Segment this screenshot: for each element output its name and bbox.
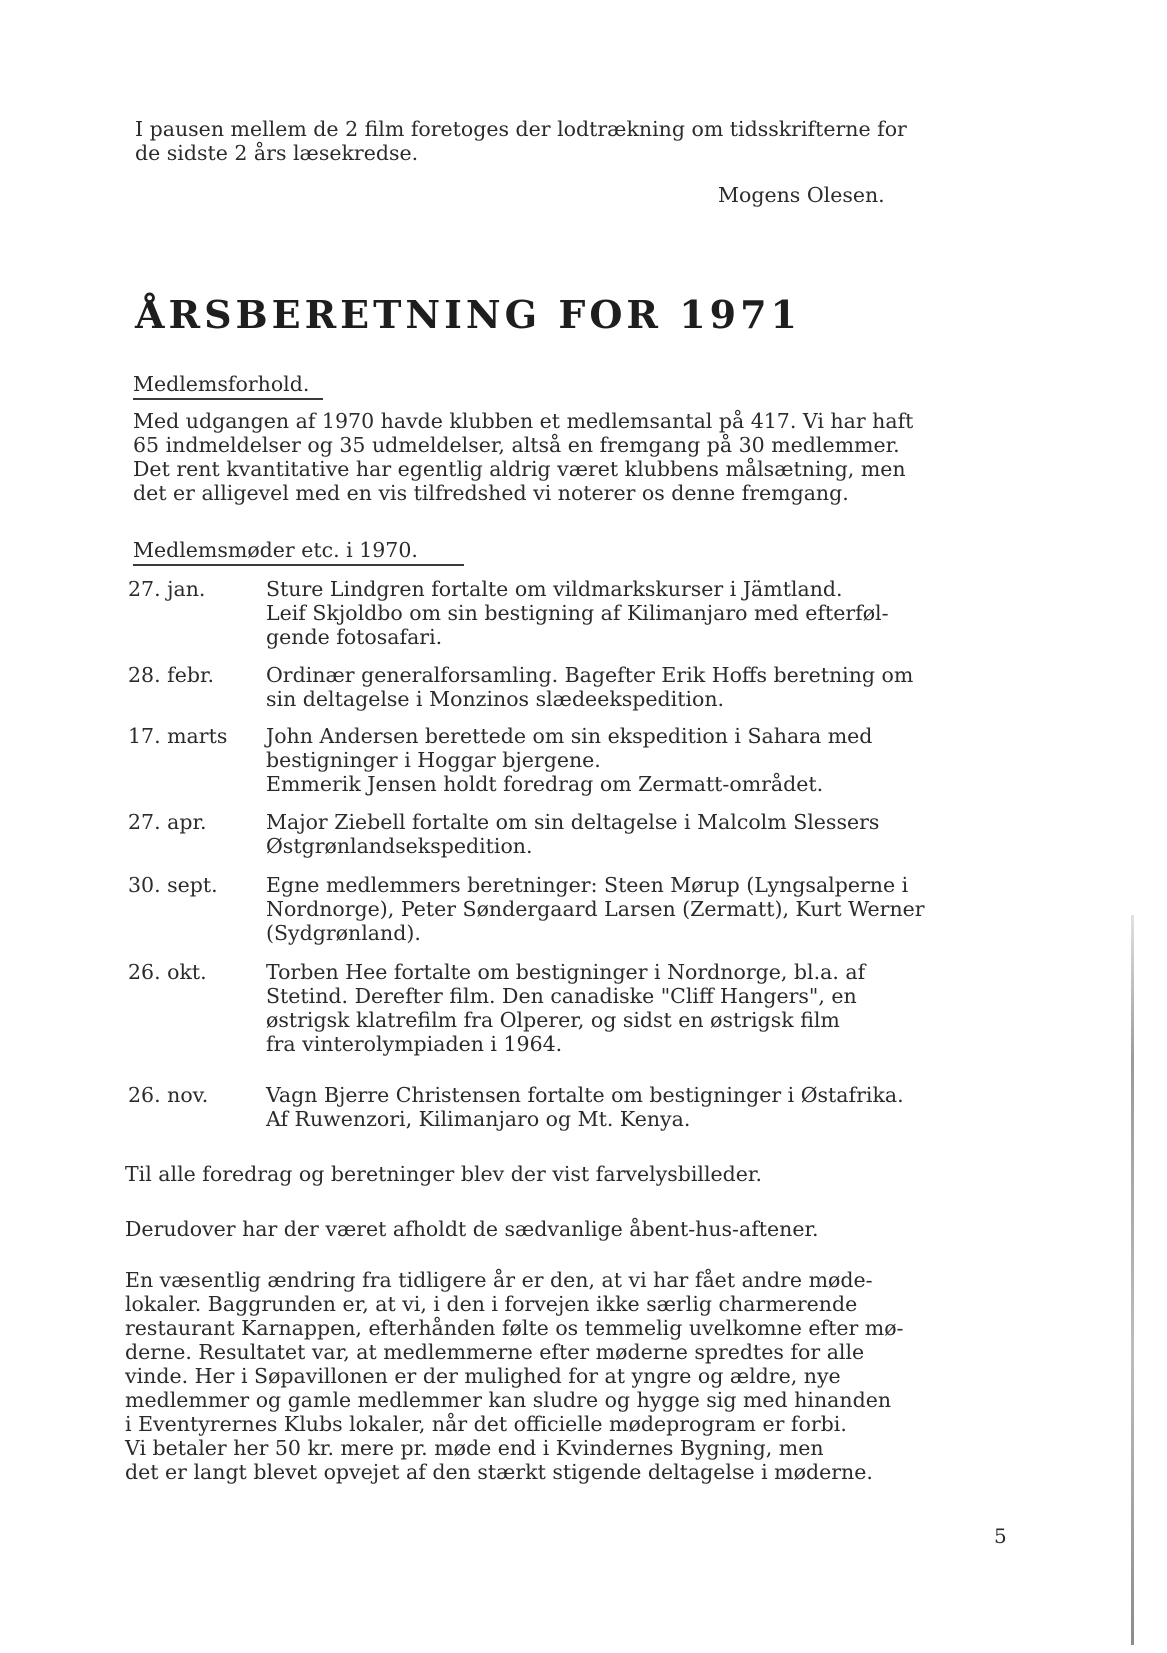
meeting-date: 26. okt. [128,960,207,984]
venue-line: lokaler. Baggrunden er, at vi, i den i forvejen ikke særlig charmerende [125,1292,858,1316]
meeting-date: 28. febr. [128,663,215,687]
membership-line: Det rent kvantitative har egentlig aldrig været klubbens målsætning, men [133,457,906,481]
intro-paragraph [135,117,907,165]
meeting-description [266,577,889,649]
membership-paragraph [133,409,913,505]
meeting-description [266,724,872,796]
meeting-line: Emmerik Jensen holdt foredrag om Zermatt-området. [266,772,824,796]
meeting-line: Egne medlemmers beretninger: Steen Mørup (Lyngsalperne i [266,873,909,897]
membership-line: det er alligevel med en vis tilfredshed vi noterer os denne fremgang. [133,481,849,505]
meeting-description [266,1083,904,1131]
meeting-description [266,663,913,711]
venue-paragraph [125,1268,903,1484]
signature: Mogens Olesen. [718,183,885,207]
meetings-heading: Medlemsmøder etc. i 1970. [133,538,464,566]
scan-edge-line [1131,915,1134,1645]
membership-line: Med udgangen af 1970 havde klubben et medlemsantal på 417. Vi har haft [133,409,914,433]
meeting-line: Østgrønlandsekspedition. [266,834,533,858]
openhouse-paragraph: Derudover har der været afholdt de sædvanlige åbent-hus-aftener. [125,1217,819,1241]
meeting-line: bestigninger i Hoggar bjergene. [266,748,601,772]
venue-line: vinde. Her i Søpavillonen er der mulighed for at yngre og ældre, nye [125,1364,841,1388]
meeting-description [266,960,865,1056]
venue-line: i Eventyrernes Klubs lokaler, når det officielle mødeprogram er forbi. [125,1412,847,1436]
meeting-line: fra vinterolympiaden i 1964. [266,1032,563,1056]
intro-line: de sidste 2 års læsekredse. [135,141,419,165]
meeting-line: Af Ruwenzori, Kilimanjaro og Mt. Kenya. [266,1107,691,1131]
membership-heading: Medlemsforhold. [133,372,323,400]
meeting-date: 26. nov. [128,1083,209,1107]
page-number: 5 [994,1524,1007,1548]
meeting-line: Sture Lindgren fortalte om vildmarkskurser i Jämtland. [266,577,843,601]
meeting-line: Nordnorge), Peter Søndergaard Larsen (Zermatt), Kurt Werner [266,897,925,921]
meeting-line: Torben Hee fortalte om bestigninger i Nordnorge, bl.a. af [266,960,866,984]
slides-paragraph: Til alle foredrag og beretninger blev der vist farvelysbilleder. [125,1162,762,1186]
meeting-line: John Andersen berettede om sin ekspedition i Sahara med [266,724,873,748]
venue-line: Vi betaler her 50 kr. mere pr. møde end i Kvindernes Bygning, men [125,1436,824,1460]
meeting-description [266,810,879,858]
membership-line: 65 indmeldelser og 35 udmeldelser, altså en fremgang på 30 medlemmer. [133,433,900,457]
meeting-line: østrigsk klatrefilm fra Olperer, og sidst en østrigsk film [266,1008,840,1032]
venue-line: det er langt blevet opvejet af den stærkt stigende deltagelse i møderne. [125,1460,873,1484]
meeting-line: Major Ziebell fortalte om sin deltagelse i Malcolm Slessers [266,810,880,834]
meeting-date: 27. jan. [128,577,206,601]
meeting-line: (Sydgrønland). [266,921,421,945]
venue-line: restaurant Karnappen, efterhånden følte os temmelig uvelkomne efter mø- [125,1316,904,1340]
intro-line: I pausen mellem de 2 film foretoges der lodtrækning om tidsskrifterne for [135,117,907,141]
meeting-line: sin deltagelse i Monzinos slædeekspedition. [266,687,725,711]
venue-line: En væsentlig ændring fra tidligere år er den, at vi har fået andre møde- [125,1268,873,1292]
page-title: ÅRSBERETNING FOR 1971 [135,292,801,337]
meeting-date: 30. sept. [128,873,218,897]
meeting-line: gende fotosafari. [266,625,443,649]
meeting-description [266,873,925,945]
meeting-date: 27. apr. [128,810,207,834]
meeting-date: 17. marts [128,724,228,748]
meeting-line: Leif Skjoldbo om sin bestigning af Kilimanjaro med efterføl- [266,601,889,625]
venue-line: derne. Resultatet var, at medlemmerne efter møderne spredtes for alle [125,1340,865,1364]
meeting-line: Ordinær generalforsamling. Bagefter Erik Hoffs beretning om [266,663,914,687]
meeting-line: Vagn Bjerre Christensen fortalte om bestigninger i Østafrika. [266,1083,904,1107]
meeting-line: Stetind. Derefter film. Den canadiske "Cliff Hangers", en [266,984,857,1008]
venue-line: medlemmer og gamle medlemmer kan sludre og hygge sig med hinanden [125,1388,892,1412]
